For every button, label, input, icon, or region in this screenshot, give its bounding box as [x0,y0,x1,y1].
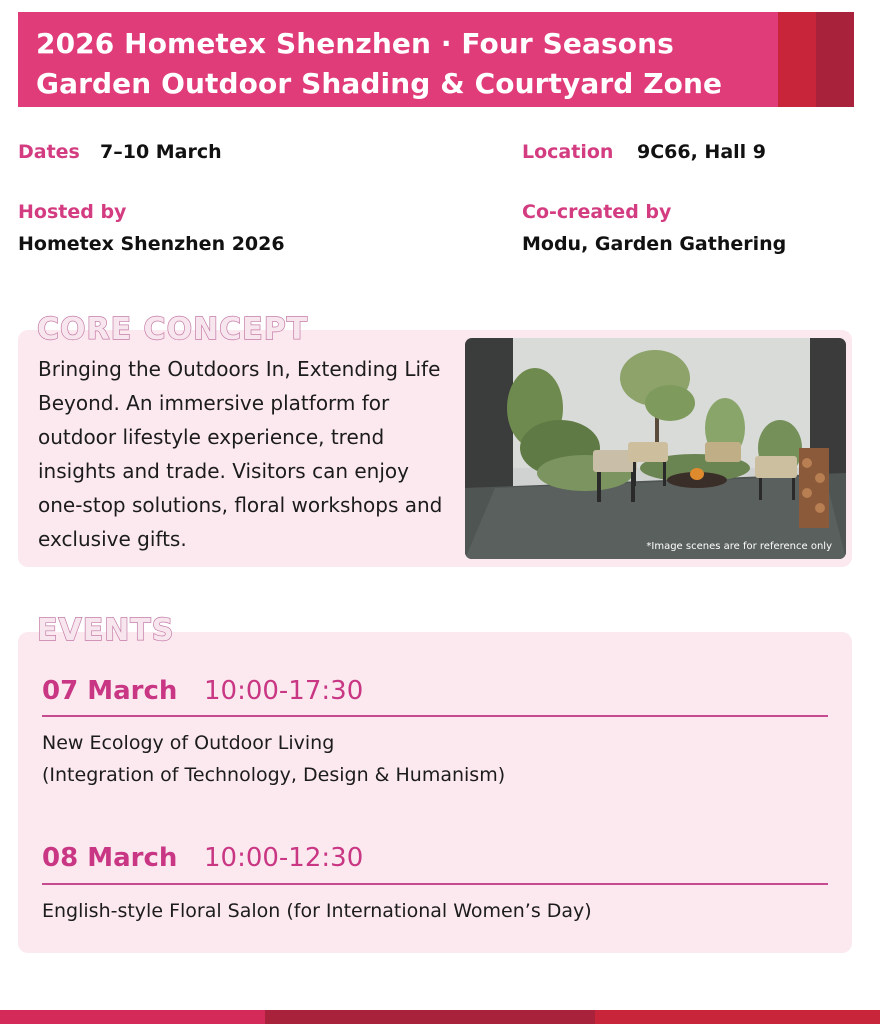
location-label: Location [522,141,614,163]
courtyard-scene-image [465,338,846,559]
location-value: 9C66, Hall 9 [637,141,767,163]
core-concept-heading: CORE CONCEPT [37,312,309,347]
event-2-time: 10:00-12:30 [204,843,364,873]
events-heading: EVENTS [37,613,175,648]
banner-accent-block-dark [816,12,854,107]
image-caption: *Image scenes are for reference only [646,541,832,552]
event-2-date: 08 March [42,843,178,873]
hosted-by-value: Hometex Shenzhen 2026 [18,233,285,255]
courtyard-illustration [465,338,846,559]
event-2-title: English-style Floral Salon (for International Women’s Day) [42,900,592,922]
event-1-date: 07 March [42,676,178,706]
co-created-by-value: Modu, Garden Gathering [522,233,787,255]
event-1-divider [42,715,828,717]
footer-color-bar [0,1010,880,1024]
event-1-title: New Ecology of Outdoor Living [42,732,335,754]
footer-segment-dark [265,1010,595,1024]
event-2-divider [42,883,828,885]
dates-value: 7–10 March [100,141,222,163]
footer-segment-red [595,1010,880,1024]
dates-label: Dates [18,141,80,163]
header-banner [18,12,854,107]
footer-segment-pink [0,1010,265,1024]
event-1-subtitle: (Integration of Technology, Design & Humanism) [42,764,506,786]
event-1-time: 10:00-17:30 [204,676,364,706]
co-created-by-label: Co-created by [522,201,672,223]
banner-title: 2026 Hometex Shenzhen · Four Seasons Garden Outdoor Shading & Courtyard Zone [36,27,723,100]
core-concept-text: Bringing the Outdoors In, Extending Life Beyond. An immersive platform for outdoor lifestyle experience, trend insights and trade. Visitors can enjoy one-stop solutions, floral workshops and exclusive gifts. [38,357,443,551]
banner-accent-block [778,12,816,107]
hosted-by-label: Hosted by [18,201,127,223]
